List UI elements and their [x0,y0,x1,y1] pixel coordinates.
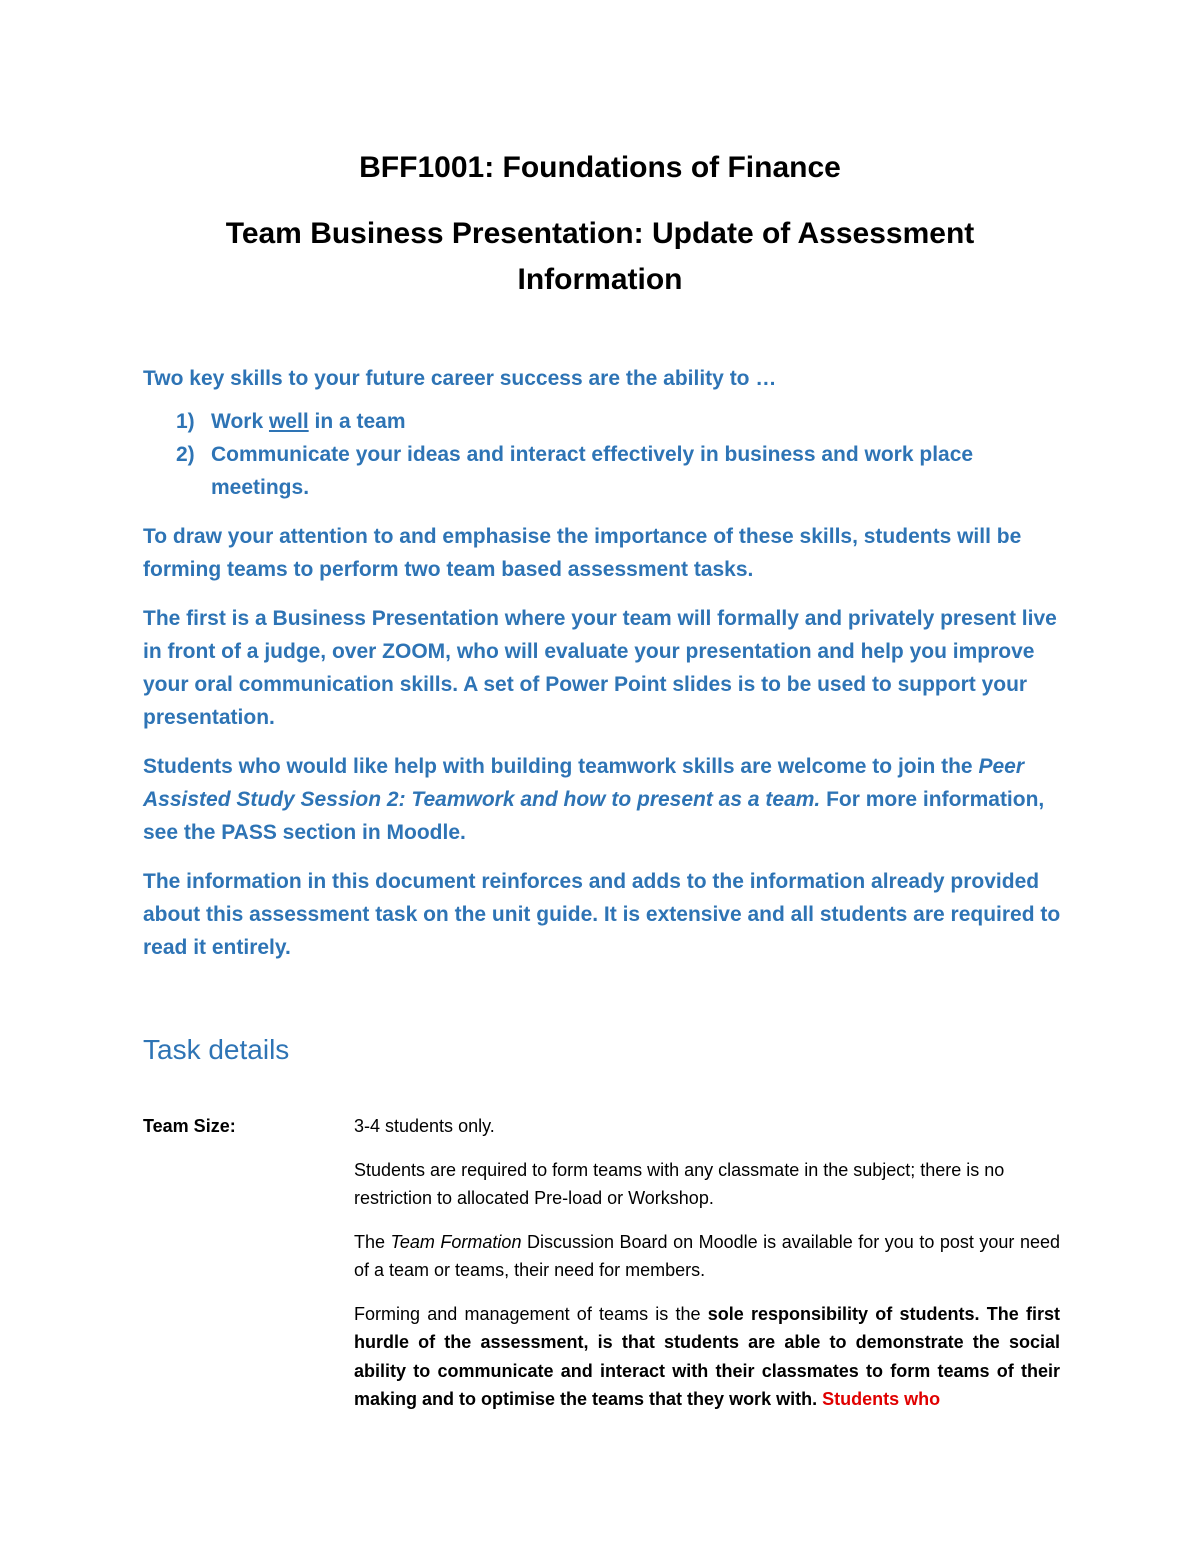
board-text-pre: The [354,1231,391,1252]
intro-lead: Two key skills to your future career success are the ability to … [143,367,777,390]
board-text-post: Discussion Board on Moodle is available for you to post your need of a team or teams, their need for members. [354,1231,1060,1280]
list-number: 2) [176,443,195,466]
list-item [143,438,1063,504]
info-paragraph: The information in this document reinforces and adds to the information already provided about this assessment task on the unit guide. It is extensive and all students are required to read it entirely. [143,870,1061,959]
task-details-heading: Task details [143,1034,290,1065]
responsibility-paragraph [354,1300,1060,1414]
pass-paragraph [143,750,1063,849]
intro-section [143,362,1063,980]
responsibility-bold-text: sole responsibility of students. The first hurdle of the assessment, is that students are able to demonstrate the social ability to communicate and interact with their classmates to form teams of their making and to optimise the teams that they work with. [354,1303,1060,1409]
skills-list [143,405,1063,504]
team-size-label: Team Size: [143,1116,236,1136]
pass-text-pre: Students who would like help with building teamwork skills are welcome to join the [143,755,979,778]
responsibility-red-text: Students who [822,1389,941,1409]
skill-text-underlined: well [268,410,309,433]
responsibility-text: Forming and management of teams is the [354,1303,708,1324]
team-size-body [354,1112,1060,1429]
list-number: 1) [176,410,195,433]
team-size-value: 3-4 students only. [354,1116,495,1136]
pass-session-name: Peer Assisted Study Session 2: Teamwork and how to present as a team. [143,755,1024,811]
course-title: BFF1001: Foundations of Finance [359,151,841,184]
team-formation-paragraph: Students are required to form teams with any classmate in the subject; there is no restriction to allocated Pre-load or Workshop. [354,1159,1005,1208]
skill-text: Communicate your ideas and interact effectively in business and work place meetings. [211,443,974,499]
skill-text-post: in a team [308,410,406,433]
emphasis-paragraph: To draw your attention to and emphasise the importance of these skills, students will be forming teams to perform two team based assessment tasks. [143,525,1022,581]
list-item [143,405,1063,438]
first-task-paragraph: The first is a Business Presentation where your team will formally and privately present live in front of a judge, over ZOOM, who will evaluate your presentation and help you improve your oral communication skills. A set of Power Point slides is to be used to support your presentation. [143,607,1057,729]
skill-text-pre: Work [211,410,269,433]
document-title: Team Business Presentation: Update of Assessment Information [225,217,975,296]
discussion-board-paragraph [354,1228,1060,1285]
pass-text-post: For more information, see the PASS section in Moodle. [143,788,1045,844]
board-name: Team Formation [390,1231,522,1252]
